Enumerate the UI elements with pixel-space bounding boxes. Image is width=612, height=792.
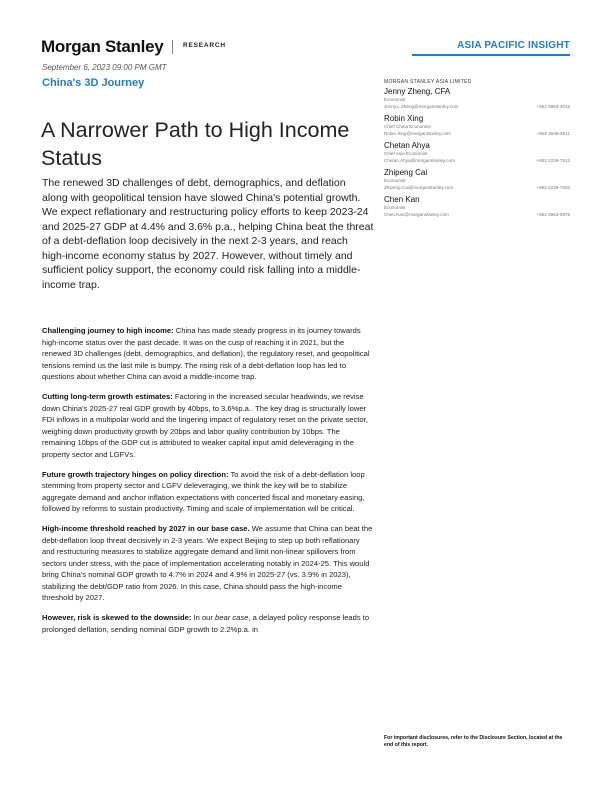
contact-role: Economist (384, 97, 406, 102)
paragraph-emphasis: bear case (215, 613, 249, 623)
paragraph-text: In our (191, 613, 216, 623)
paragraph (42, 325, 374, 383)
contacts-org: MORGAN STANLEY ASIA LIMITED (384, 79, 472, 85)
region-badge-rule (412, 54, 570, 56)
paragraph-lead: However, risk is skewed to the downside: (42, 613, 192, 623)
contact-name: Robin Xing (384, 114, 424, 123)
contact-card (384, 114, 570, 137)
paragraph-text: To avoid the risk of a debt-deflation loop stemming from property sector and LGFV deleveraging, we think the key will be to stabilize aggregate demand and anchor inflation expectations with concerted fiscal and monetary easing, followed by reforms to sustain productivity. Timing and scale of implementation will be critical. (42, 469, 365, 514)
region-badge: ASIA PACIFIC INSIGHT (457, 40, 570, 51)
contact-role: Chief Asia Economist (384, 151, 428, 156)
contact-phone: +852 3963-0975 (536, 211, 570, 217)
paragraph-lead: Challenging journey to high income: (42, 326, 174, 335)
paragraph (42, 469, 374, 515)
contact-phone: +852 2239-7820 (536, 184, 570, 190)
paragraph-lead: Cutting long-term growth estimates: (42, 391, 173, 401)
contact-role: Economist (384, 205, 406, 210)
contact-name: Chetan Ahya (384, 141, 430, 150)
summary-paragraph: The renewed 3D challenges of debt, demographics, and deflation along with geopolitical tension have slowed China's potential growth. We expect reflationary and restructuring policy efforts to keep 2023-24 and 2025-27 GDP at 4.4% and 3.6% p.a., helping China beat the threat of a debt-deflation loop decisively in the next 2-3 years, and reach high-income economy status by 2027. However, without timely and sufficient policy support, the economy could risk falling into a middle-income trap. (42, 177, 374, 291)
analyst-contacts (384, 79, 570, 222)
disclosure-note: For important disclosures, refer to the Disclosure Section, located at the end of this report. (384, 735, 563, 748)
contact-email[interactable]: Chetan.Ahya@morganstanley.com (384, 157, 455, 163)
paragraph (42, 391, 374, 461)
contact-email[interactable]: Jenny.L.Zheng@morganstanley.com (384, 103, 459, 109)
brand-logo: Morgan Stanley (41, 37, 164, 56)
contact-card (384, 87, 570, 110)
contact-phone: +852 3963-4015 (536, 103, 570, 109)
contact-phone: +852 2848-6511 (536, 130, 570, 136)
contact-card (384, 168, 570, 191)
contact-role: Economist (384, 178, 406, 183)
contact-email[interactable]: Robin.Xing@morganstanley.com (384, 130, 451, 136)
publish-date: September 6, 2023 09:00 PM GMT (42, 63, 167, 72)
paragraph-lead: High-income threshold reached by 2027 in our base case. (42, 523, 250, 533)
paragraph-lead: Future growth trajectory hinges on policy direction: (42, 469, 229, 479)
contact-name: Chen Kan (384, 195, 420, 204)
series-title: China's 3D Journey (42, 77, 145, 89)
paragraph-text: We assume that China can beat the debt-deflation loop threat decisively in 2-3 years. We expect Beijing to step up both reflationary and restructuring measures to stabilize aggregate demand and limit non-linear spillovers from sectors under stress, with the pace of implementation accelerating notably in 2024-25. This would bring China's nominal GDP growth to 4.7% in 2024 and 4.9% in 2025-27 (vs. 3.9% in 2023), stabilizing the debt/GDP ratio from 2026. In this case, China should pass the high-income threshold by 2027. (42, 523, 373, 603)
paragraph-text: Factoring in the increased secular headwinds, we revise down China's 2025-27 real GDP growth by 40bps, to 3.6%p.a.. The key drag is structurally lower FDI inflows in a multipolar world and the lingering impact of regulatory reset on the private sector, weighing down productivity growth by 20bps and labor quality contribution by 10bps. The remaining 10bps of the GDP cut is attributed to weaker capital input amid deleveraging in the property sector and LGFVs. (42, 391, 368, 459)
paragraph (42, 523, 374, 604)
paragraph (42, 612, 374, 635)
header-divider (172, 40, 173, 54)
contact-card (384, 195, 570, 218)
contact-name: Zhipeng Cai (384, 168, 428, 177)
page-title: A Narrower Path to High Income Status (41, 118, 350, 171)
contact-email[interactable]: Chen.Kan@morganstanley.com (384, 211, 449, 217)
paragraph-text: China has made steady progress in its journey towards high-income status over the past decade. It was on the cusp of reaching it in 2021, but the renewed 3D challenges (debt, demographics, and deflation), the regulatory reset, and geopolitical tensions remind us the last mile is bumpy. The rising risk of a debt-deflation loop has led to questions about whether China can avoid a middle-income trap. (42, 326, 370, 382)
contact-email[interactable]: Zhipeng.Cai@morganstanley.com (384, 184, 454, 190)
body-text (42, 325, 374, 643)
contact-card (384, 141, 570, 164)
contact-name: Jenny Zheng, CFA (384, 87, 451, 96)
contact-phone: +852 2239-7812 (536, 157, 570, 163)
research-label: RESEARCH (183, 42, 226, 49)
paragraph-text: , a delayed policy response leads to prolonged deflation, sending nominal GDP growth to 2.2%p.a. in (42, 613, 370, 634)
contact-role: Chief China Economist (384, 124, 431, 129)
